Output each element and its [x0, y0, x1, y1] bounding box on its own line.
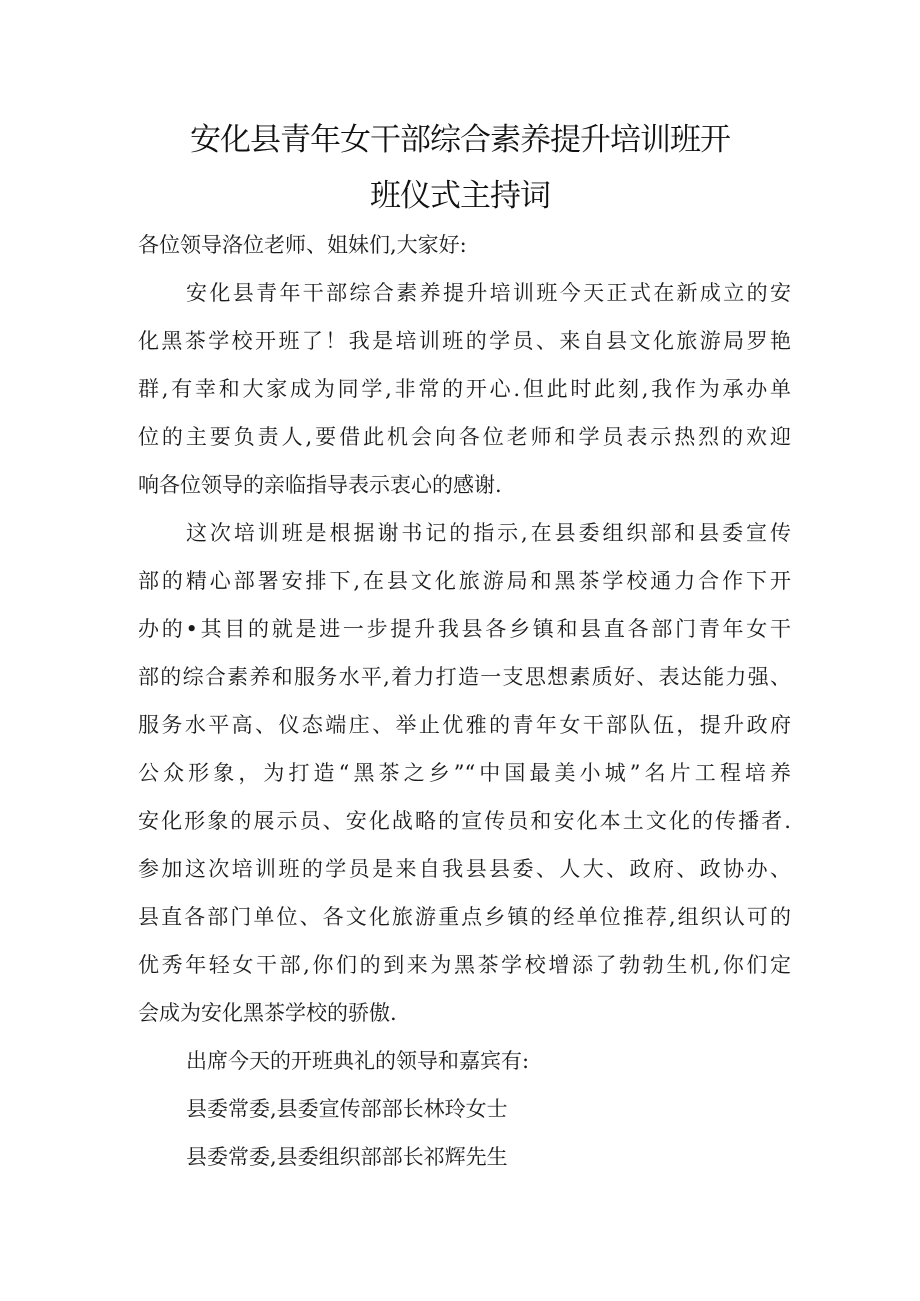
paragraph-1-line-4: 位的主要负责人,要借此机会向各位老师和学员表示热烈的欢迎 — [138, 425, 791, 449]
paragraph-2-line-3: 办的•其目的就是进一步提升我县各乡镇和县直各部门青年女干 — [138, 617, 791, 641]
paragraph-2-line-8: 参加这次培训班的学员是来自我县县委、人大、政府、政协办、 — [138, 857, 791, 881]
document-title-line-1: 安化县青年女干部综合素养提升培训班开 — [190, 122, 730, 158]
document-title-line-2: 班仪式主持词 — [370, 178, 550, 214]
paragraph-2-line-2: 部的精心部署安排下,在县文化旅游局和黑茶学校通力合作下开 — [138, 569, 791, 593]
guest-item-1: 县委常委,县委宣传部部长林玲女士 — [186, 1097, 508, 1121]
paragraph-2-line-5: 服务水平高、仪态端庄、举止优雅的青年女干部队伍，提升政府 — [138, 713, 791, 737]
paragraph-2-line-7: 安化形象的展示员、安化战略的宣传员和安化本土文化的传播者. — [138, 809, 791, 833]
paragraph-2-line-1: 这次培训班是根据谢书记的指示,在县委组织部和县委宣传 — [186, 521, 791, 545]
paragraph-1-line-1: 安化县青年干部综合素养提升培训班今天正式在新成立的安 — [186, 281, 791, 305]
paragraph-2-line-9: 县直各部门单位、各文化旅游重点乡镇的经单位推荐,组织认可的 — [138, 905, 791, 929]
paragraph-2-line-10: 优秀年轻女干部,你们的到来为黑茶学校增添了勃勃生机,你们定 — [138, 953, 791, 977]
paragraph-2-line-11: 会成为安化黑茶学校的骄傲. — [138, 1001, 397, 1025]
paragraph-2-line-6: 公众形象，为打造“黑茶之乡”“中国最美小城”名片工程培养 — [138, 761, 791, 785]
paragraph-1-line-5: 响各位领导的亲临指导表示衷心的感谢. — [138, 473, 502, 497]
guest-item-2: 县委常委,县委组织部部长祁辉先生 — [186, 1145, 508, 1169]
paragraph-1-line-2: 化黑茶学校开班了！我是培训班的学员、来自县文化旅游局罗艳 — [138, 329, 791, 353]
paragraph-2-line-4: 部的综合素养和服务水平,着力打造一支思想素质好、表达能力强、 — [138, 665, 791, 689]
paragraph-1-line-3: 群,有幸和大家成为同学,非常的开心.但此时此刻,我作为承办单 — [138, 377, 791, 401]
greeting: 各位领导洛位老师、姐妹们,大家好: — [138, 233, 467, 257]
attendees-intro: 出席今天的开班典礼的领导和嘉宾有: — [186, 1049, 530, 1073]
